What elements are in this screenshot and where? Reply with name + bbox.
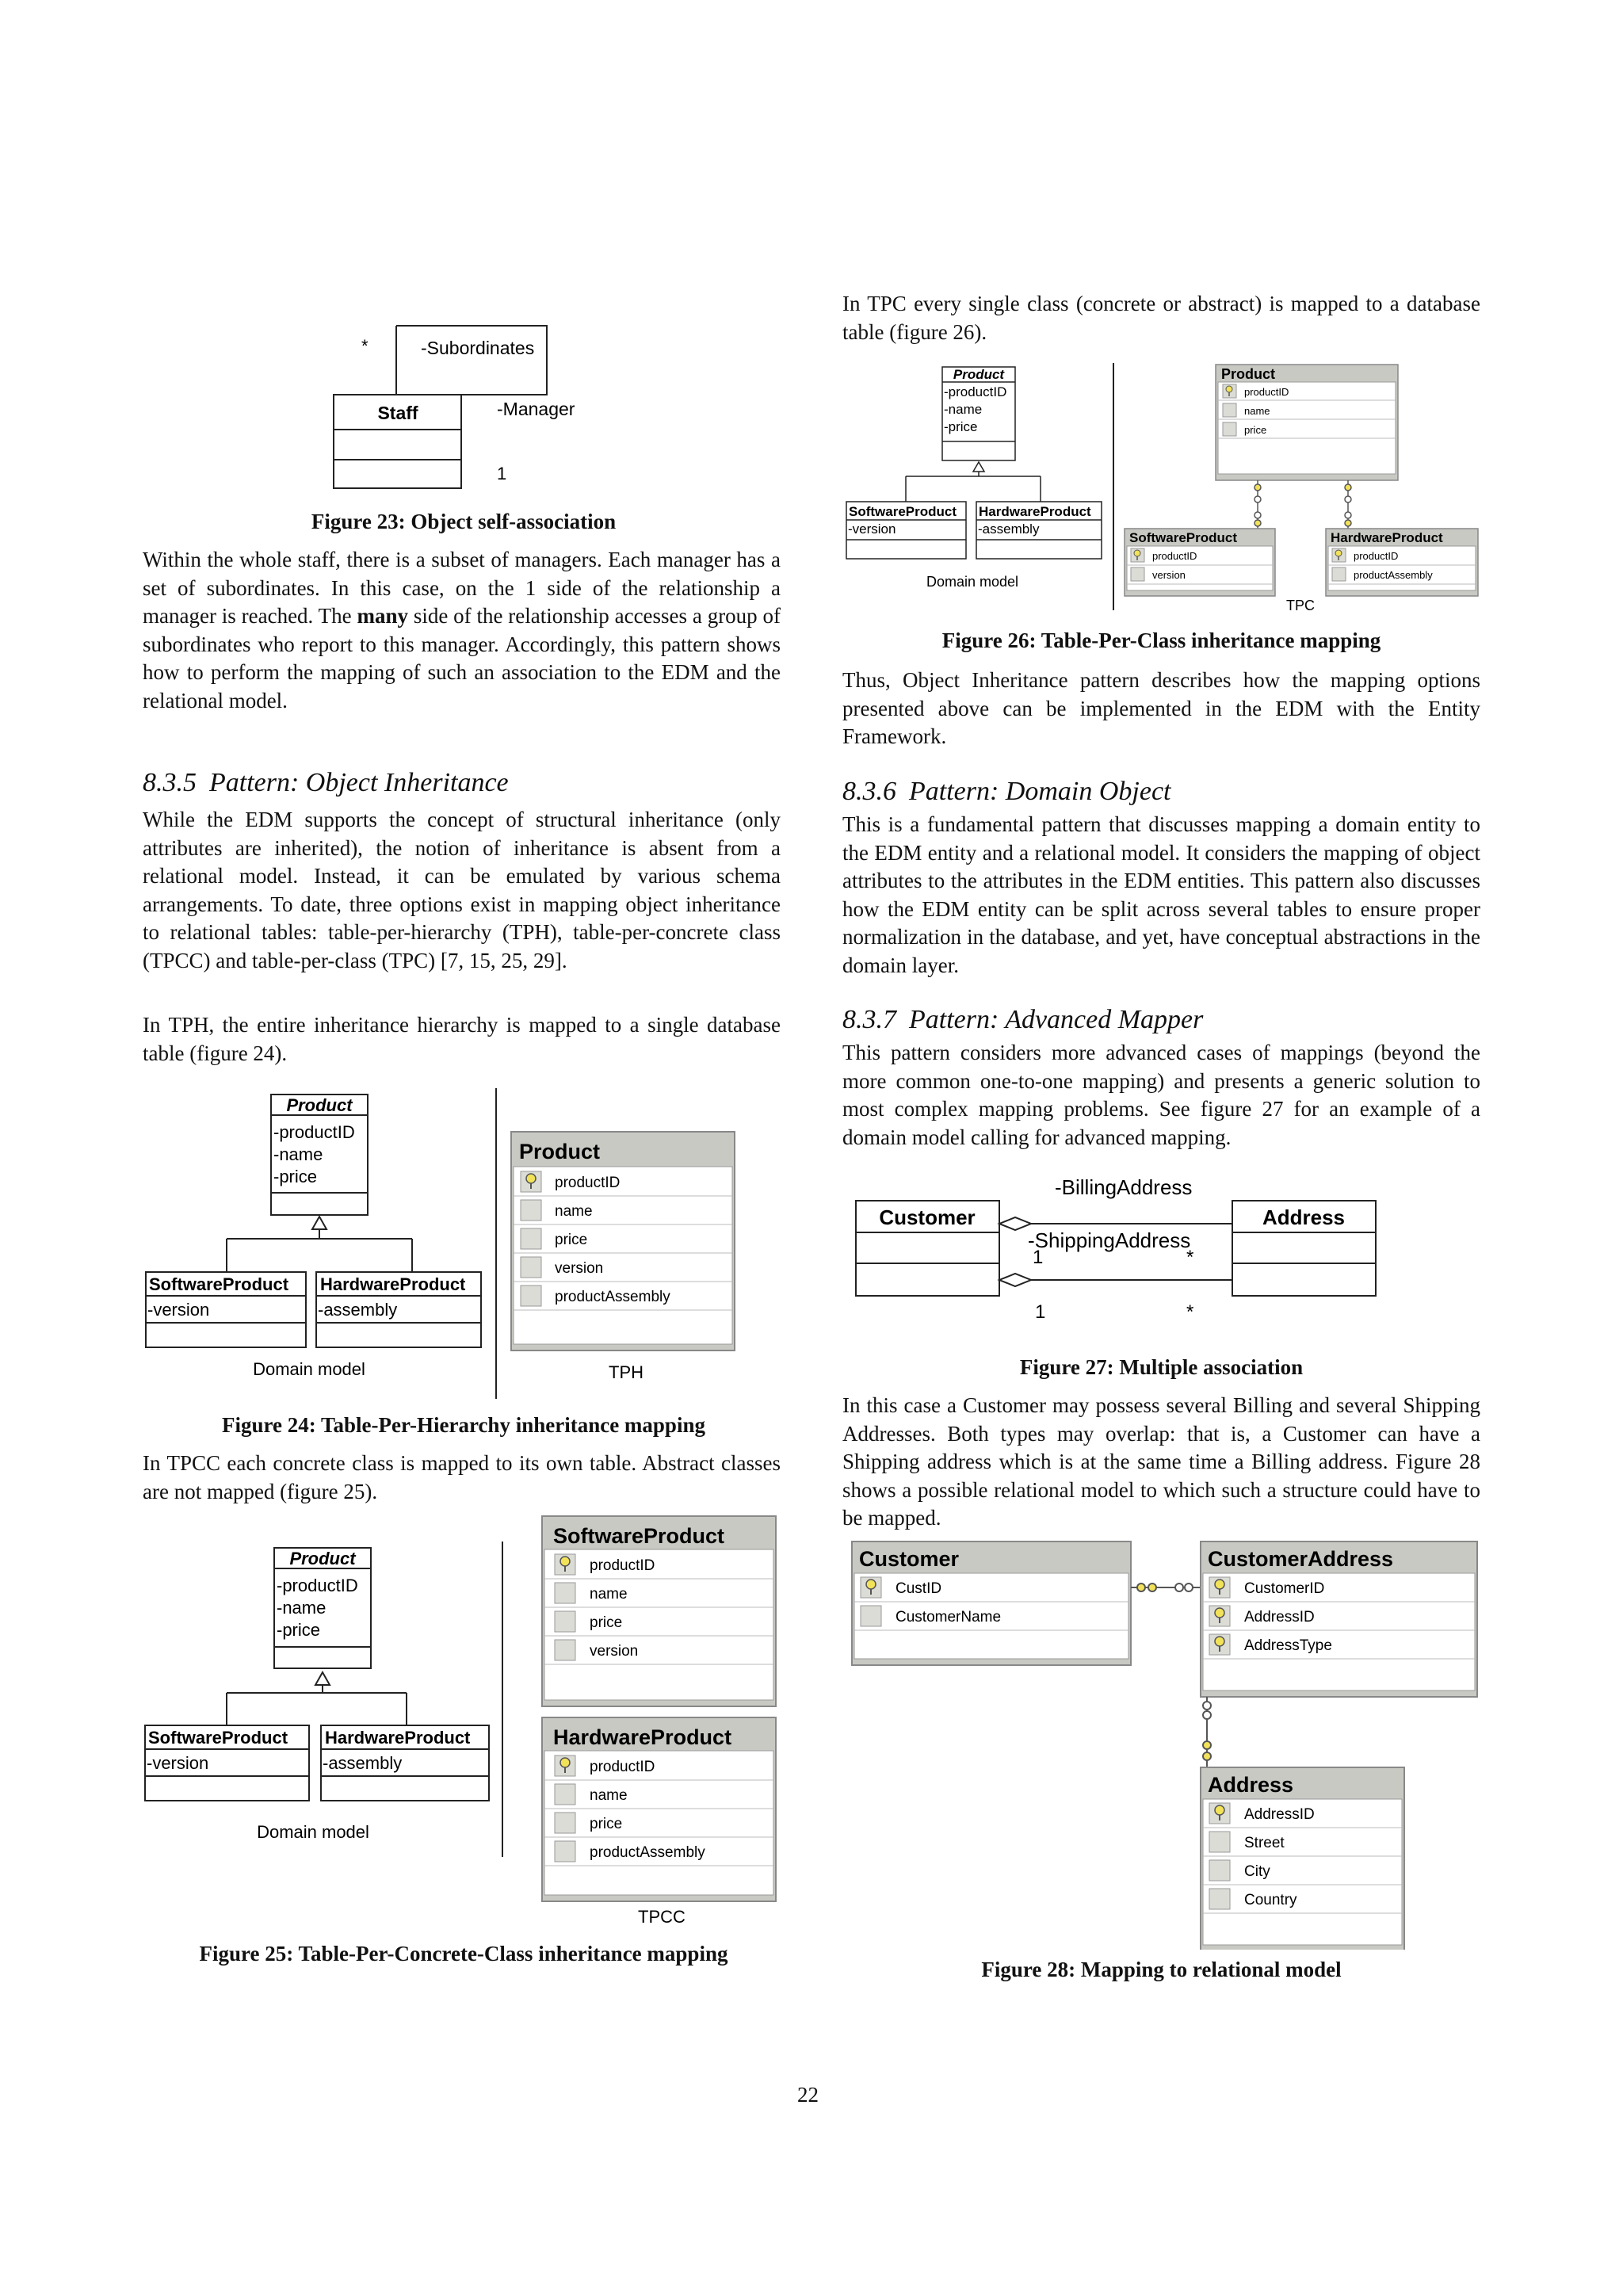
- tpcc-sw-col-3: version: [590, 1643, 639, 1660]
- figure-24-uml: [143, 1090, 499, 1391]
- fig28-address-title: Address: [1208, 1773, 1294, 1797]
- tph-label: TPH: [609, 1362, 643, 1382]
- tpc-label: TPC: [1286, 598, 1315, 613]
- uml24-hardware-attr: -assembly: [318, 1300, 398, 1320]
- figure-27-diagram: [852, 1165, 1391, 1331]
- figure-24-tph-table: [507, 1125, 745, 1387]
- tpc-sw-col-1: version: [1152, 569, 1186, 581]
- section-8-3-6-heading: 8.3.6 Pattern: Domain Object: [842, 777, 1171, 806]
- figure-28-caption: Figure 28: Mapping to relational model: [981, 1958, 1342, 1981]
- uml26-software: SoftwareProduct: [849, 504, 957, 519]
- right-paragraph-5: In this case a Customer may possess several Billing and several Shipping Addresses. Both types may overlap: that is, a Customer can have a Shipping address which is at the same time a Billing address. Figure 28 shows a possible relational model to which such a structure could have to be mapped.: [842, 1393, 1480, 1530]
- left-paragraph-4: In TPCC each concrete class is mapped to its own table. Abstract classes are not mapped (figure 25).: [143, 1451, 781, 1503]
- figure-25-uml: [143, 1541, 499, 1851]
- figure-28-diagram: [848, 1538, 1482, 1950]
- right-paragraph-3: This is a fundamental pattern that discusses mapping a domain entity to the EDM entity and a relational model. It considers the mapping of object attributes to the attributes in the EDM entities. This pattern also discusses how the EDM entity can be split across several tables to ensure proper normalization in the database, and yet, have conceptual abstractions in the domain layer.: [842, 812, 1480, 977]
- uml24-hardware: HardwareProduct: [320, 1274, 466, 1294]
- fig23-staff: Staff: [377, 403, 418, 423]
- right-paragraph-4: This pattern considers more advanced cases of mappings (beyond the more common one-to-one mapping) and presents a generic solution to most complex mapping problems. See figure 27 for an example of a domain model calling for advanced mapping.: [842, 1041, 1480, 1149]
- uml26-attr-2: -price: [944, 419, 978, 434]
- tph-col-1: name: [555, 1203, 593, 1220]
- fig28-customer-title: Customer: [859, 1547, 960, 1571]
- figure-27-caption: Figure 27: Multiple association: [1019, 1355, 1304, 1379]
- tpc-hw-title: HardwareProduct: [1331, 530, 1443, 545]
- fig23-star: *: [361, 336, 369, 356]
- left-paragraph-3: In TPH, the entire inheritance hierarchy is mapped to a single database table (figure 24).: [143, 1013, 781, 1065]
- fig23-one: 1: [497, 464, 507, 483]
- fig27-customer: Customer: [879, 1205, 976, 1229]
- fig27-billing: -BillingAddress: [1055, 1175, 1193, 1199]
- figure-24-caption: Figure 24: Table-Per-Hierarchy inheritance mapping: [222, 1413, 705, 1437]
- figure-26-caption: Figure 26: Table-Per-Class inheritance mapping: [941, 628, 1381, 652]
- uml25-domain-model: Domain model: [257, 1822, 369, 1842]
- fig28-address-col-2: City: [1244, 1863, 1270, 1880]
- fig28-address-col-3: Country: [1244, 1892, 1297, 1908]
- uml25-hardware-attr: -assembly: [323, 1753, 403, 1773]
- right-paragraph-1: In TPC every single class (concrete or abstract) is mapped to a database table (figure 26).: [842, 292, 1480, 344]
- uml24-software-attr: -version: [147, 1300, 210, 1320]
- fig28-customer-col-1: CustomerName: [896, 1609, 1002, 1626]
- figure-23-diagram: [317, 317, 602, 491]
- uml24-domain-model: Domain model: [253, 1359, 365, 1379]
- tph-title: Product: [519, 1140, 601, 1163]
- fig27-star-a: *: [1186, 1247, 1194, 1268]
- tpc-sw-col-0: productID: [1152, 550, 1197, 562]
- fig23-subordinates: -Subordinates: [421, 338, 535, 358]
- fig27-one-a: 1: [1033, 1247, 1044, 1268]
- tph-col-2: price: [555, 1232, 588, 1248]
- tpcc-sw-col-0: productID: [590, 1557, 655, 1574]
- uml26-product: Product: [953, 367, 1005, 382]
- uml25-attr-2: -price: [277, 1620, 321, 1640]
- tpc-product-col-1: name: [1244, 405, 1270, 417]
- fig27-star-b: *: [1186, 1301, 1194, 1323]
- uml26-attr-0: -productID: [944, 384, 1007, 399]
- figure-26-uml: [842, 361, 1120, 598]
- tph-col-0: productID: [555, 1175, 621, 1191]
- uml25-software-attr: -version: [147, 1753, 209, 1773]
- tpc-product-col-0: productID: [1244, 386, 1289, 398]
- uml24-product: Product: [286, 1095, 353, 1115]
- fig28-custaddr-title: CustomerAddress: [1208, 1547, 1394, 1571]
- uml24-attr-0: -productID: [273, 1122, 355, 1142]
- tpcc-hw-col-1: name: [590, 1787, 628, 1804]
- fig28-custaddr-col-1: AddressID: [1244, 1609, 1315, 1626]
- figure-26-divider: [1113, 363, 1114, 610]
- tph-col-4: productAssembly: [555, 1289, 670, 1305]
- uml26-software-attr: -version: [848, 521, 896, 537]
- tpcc-hw-title: HardwareProduct: [553, 1725, 732, 1749]
- fig28-custaddr-col-2: AddressType: [1244, 1637, 1332, 1654]
- fig28-address-col-1: Street: [1244, 1835, 1285, 1851]
- uml26-hardware-attr: -assembly: [978, 521, 1040, 537]
- left-paragraph-2: While the EDM supports the concept of structural inheritance (only attributes are inherited), the notion of inheritance is absent from a relational model. Instead, it can be emulated by various schema arrangements. To date, three options exist in mapping object inheritance to relational tables: table-per-hierarchy (TPH), table-per-concrete class (TPCC) and table-per-class (TPC) [7, 15, 25, 29].: [143, 808, 781, 972]
- tpc-hw-col-1: productAssembly: [1354, 569, 1433, 581]
- tpcc-sw-col-2: price: [590, 1614, 623, 1631]
- fig28-address-col-0: AddressID: [1244, 1806, 1315, 1823]
- uml24-attr-2: -price: [273, 1167, 318, 1186]
- section-8-3-5-heading: 8.3.5 Pattern: Object Inheritance: [143, 768, 509, 797]
- fig23-manager: -Manager: [497, 399, 575, 419]
- uml25-attr-1: -name: [277, 1598, 327, 1618]
- uml25-hardware: HardwareProduct: [325, 1728, 471, 1748]
- fig28-custaddr-col-0: CustomerID: [1244, 1580, 1325, 1597]
- figure-25-caption: Figure 25: Table-Per-Concrete-Class inheritance mapping: [199, 1942, 728, 1966]
- fig27-one-b: 1: [1035, 1301, 1046, 1323]
- section-8-3-7-heading: 8.3.7 Pattern: Advanced Mapper: [842, 1005, 1204, 1034]
- tpc-product-col-2: price: [1244, 424, 1267, 436]
- page-number: 22: [797, 2083, 819, 2107]
- fig27-shipping: -ShippingAddress: [1028, 1228, 1191, 1252]
- tpc-product-title: Product: [1221, 366, 1276, 382]
- tpcc-hw-col-3: productAssembly: [590, 1844, 705, 1861]
- tpcc-sw-col-1: name: [590, 1586, 628, 1603]
- uml26-hardware: HardwareProduct: [979, 504, 1091, 519]
- uml25-attr-0: -productID: [277, 1576, 358, 1595]
- uml25-product: Product: [289, 1549, 356, 1568]
- figure-25-divider: [502, 1541, 503, 1857]
- tpcc-label: TPCC: [638, 1907, 685, 1927]
- figure-23-caption: Figure 23: Object self-association: [311, 510, 617, 533]
- fig28-customer-col-0: CustID: [896, 1580, 942, 1597]
- uml26-domain-model: Domain model: [926, 574, 1019, 590]
- uml26-attr-1: -name: [944, 402, 983, 417]
- tpcc-hw-col-2: price: [590, 1816, 623, 1832]
- tpcc-hw-col-0: productID: [590, 1759, 655, 1775]
- uml25-software: SoftwareProduct: [148, 1728, 288, 1748]
- tph-col-3: version: [555, 1260, 604, 1277]
- figure-26-tpc-tables: [1121, 361, 1486, 618]
- uml24-attr-1: -name: [273, 1144, 323, 1164]
- tpc-sw-title: SoftwareProduct: [1129, 530, 1238, 545]
- fig27-address: Address: [1262, 1205, 1346, 1229]
- figure-25-tpcc-tables: [539, 1510, 785, 1930]
- left-paragraph-1: Within the whole staff, there is a subset of managers. Each manager has a set of subordinates. In this case, on the 1 side of the relationship a manager is reached. The many side of the relationship accesses a group of subordinates who report to this manager. Accordingly, this pattern shows how to perform the mapping of such an association to the EDM and the relational model.: [143, 548, 781, 712]
- tpcc-sw-title: SoftwareProduct: [553, 1524, 725, 1548]
- tpc-hw-col-0: productID: [1354, 550, 1399, 562]
- figure-24-divider: [495, 1088, 497, 1399]
- uml24-software: SoftwareProduct: [149, 1274, 289, 1294]
- right-paragraph-2: Thus, Object Inheritance pattern describes how the mapping options presented above can be implemented in the EDM with the Entity Framework.: [842, 668, 1480, 748]
